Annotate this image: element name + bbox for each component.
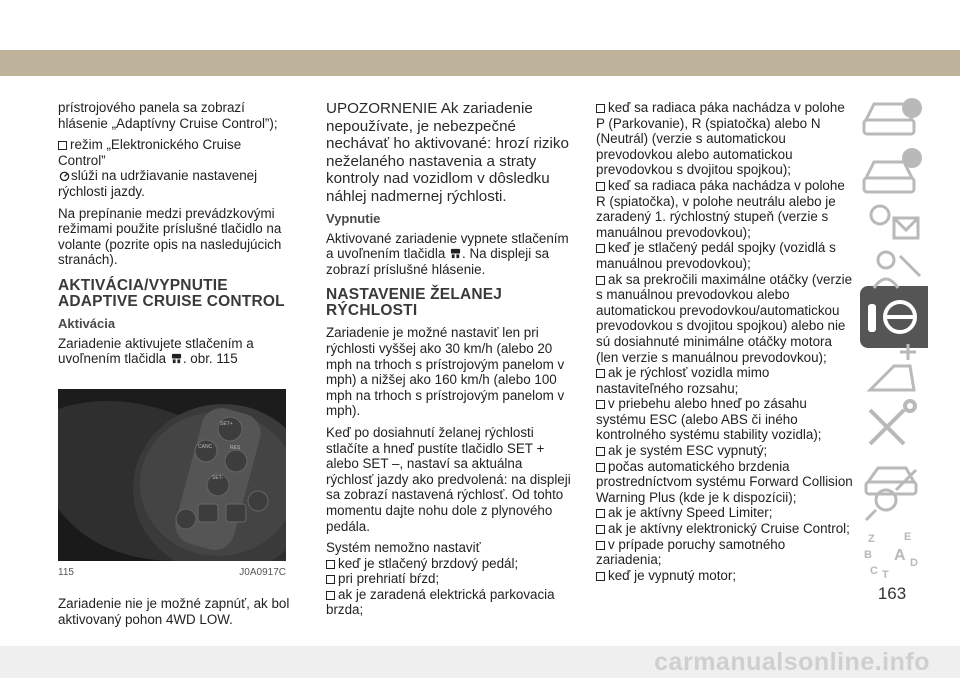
- subheading: Vypnutie: [326, 211, 381, 226]
- checkbox-bullet-icon: [596, 463, 605, 472]
- adaptive-cruise-icon: [449, 248, 462, 259]
- checkbox-bullet-icon: [596, 369, 605, 378]
- cancel-label: CANC: [198, 443, 213, 450]
- list-item: v priebehu alebo hneď po zásahu systému ESC (alebo ABS či iného kontrolného systému stability vozidla);: [596, 396, 822, 443]
- column-2: [326, 100, 572, 618]
- checkbox-bullet-icon: [596, 447, 605, 456]
- watermark-band: [0, 646, 960, 678]
- tools-icon[interactable]: [870, 401, 915, 444]
- list-item: keď sa radiaca páka nachádza v polohe P (Parkovanie), R (spiatočka) alebo N (Neutrál) (verzie s automatickou prevodovkou alebo automatickou prevodovkou s dvojitou spojkou);: [596, 100, 845, 178]
- figure-steering-wheel-photo: [58, 389, 286, 561]
- list-item: keď je stlačený pedál spojky (vozidlá s manuálnou prevodovkou);: [596, 240, 836, 271]
- figure-caption: [58, 565, 286, 581]
- list-item: keď je vypnutý motor;: [596, 568, 854, 584]
- warning-lights-icon[interactable]: [871, 206, 918, 238]
- checkbox-bullet-icon: [326, 560, 335, 569]
- list-item: ak je aktívny Speed Limiter;: [596, 505, 854, 521]
- paragraph: Aktivované zariadenie vypnete stlačením a uvoľnením tlačidla . Na displeji sa zobrazí príslušné hlásenie.: [326, 230, 569, 277]
- checkbox-bullet-icon: [58, 141, 67, 150]
- car-dashboard-icon[interactable]: [864, 98, 922, 134]
- checkbox-bullet-icon: [596, 509, 605, 518]
- list-item: ak je zaradená elektrická parkovacia brzda;: [326, 586, 555, 618]
- watermark-text: carmanualsonline.info: [654, 648, 930, 676]
- checkbox-bullet-icon: [596, 244, 605, 253]
- figure-number: 115: [58, 566, 74, 578]
- res-label: RES: [230, 444, 241, 451]
- set-plus-label: SET+: [220, 420, 233, 427]
- list-item: ak je rýchlosť vozidla mimo nastaviteľného rozsahu;: [596, 365, 770, 396]
- checkbox-bullet-icon: [596, 400, 605, 409]
- section-heading: AKTIVÁCIA/VYPNUTIE ADAPTIVE CRUISE CONTROL: [58, 276, 285, 310]
- paragraph: Keď po dosiahnutí želanej rýchlosti stlačíte a hneď pustíte tlačidlo SET + alebo SET –, nastaví sa aktuálna rýchlosť jazdy ako predvolená: na displeji sa zobrazí nastavená rýchlosť. Od tohto momentu dajte nohu dole z plynového pedála.: [326, 424, 571, 534]
- paragraph: Zariadenie je možné nastaviť len pri rýchlosti vyššej ako 30 km/h (alebo 20 mph na trhoch s prístrojovým panelom v mph) a nižšej ako 160 km/h (alebo 100 mph na trhoch s prístrojovým panelom v mph).: [326, 325, 565, 419]
- svg-text:A: A: [894, 547, 906, 564]
- svg-text:B: B: [864, 549, 872, 561]
- list-item: keď je stlačený brzdový pedál;: [326, 556, 572, 572]
- list-item: ak je aktívny elektronický Cruise Control;: [596, 521, 854, 537]
- checkbox-bullet-icon: [596, 525, 605, 534]
- figure-code: J0A0917C: [239, 566, 286, 578]
- checkbox-bullet-icon: [326, 591, 335, 600]
- car-info-icon[interactable]: [864, 148, 922, 192]
- chapter-sidebar: [860, 90, 928, 580]
- paragraph: slúži na udržiavanie nastavenej rýchlosti jazdy.: [58, 168, 258, 199]
- list-item: keď sa radiaca páka nachádza v polohe R (spiatočka), v polohe neutrálu alebo je zaradený 1. rýchlostný stupeň (verzie s manuálnou prevodovkou);: [596, 177, 845, 240]
- list-item: počas automatického brzdenia prostredníctvom systému Forward Collision Warning Plus (kde je k dispozícii);: [596, 458, 853, 505]
- emergency-icon[interactable]: [870, 344, 916, 390]
- section-heading: NASTAVENIE ŽELANEJ RÝCHLOSTI: [326, 286, 503, 320]
- checkbox-bullet-icon: [596, 541, 605, 550]
- paragraph: Na prepínanie medzi prevádzkovými režimami použite príslušné tlačidlo na volante (pozrite opis na nasledujúcich stranách).: [58, 205, 282, 268]
- svg-text:Z: Z: [868, 533, 875, 545]
- index-icon[interactable]: [864, 531, 918, 580]
- checkbox-bullet-icon: [596, 104, 605, 113]
- subheading: Aktivácia: [58, 315, 116, 331]
- svg-text:E: E: [904, 531, 912, 543]
- svg-text:T: T: [882, 569, 889, 580]
- steering-wheel-icon[interactable]: [868, 302, 915, 332]
- page-number: 163: [877, 584, 907, 603]
- column-3: [596, 100, 854, 583]
- checkbox-bullet-icon: [596, 182, 605, 191]
- adaptive-cruise-icon: [170, 353, 183, 364]
- paragraph: Systém nemožno nastaviť: [326, 540, 481, 556]
- header-band: [0, 50, 960, 76]
- list-item: pri prehriatí bŕzd;: [326, 571, 572, 587]
- checkbox-bullet-icon: [596, 276, 605, 285]
- checkbox-bullet-icon: [326, 575, 335, 584]
- sidebar-icons: [860, 90, 928, 580]
- list-item: ak je systém ESC vypnutý;: [596, 443, 854, 459]
- paragraph: Zariadenie nie je možné zapnúť, ak bol aktivovaný pohon 4WD LOW.: [58, 596, 290, 627]
- paragraph: Zariadenie aktivujete stlačením a uvoľnením tlačidla . obr. 115: [58, 335, 254, 367]
- steering-wheel-controls-image: [58, 389, 286, 561]
- list-item: v prípade poruchy samotného zariadenia;: [596, 536, 786, 568]
- svg-text:C: C: [870, 565, 878, 577]
- column-1: [58, 100, 290, 634]
- car-safety-icon[interactable]: [874, 252, 920, 288]
- svg-text:D: D: [910, 557, 918, 569]
- list-item: ak sa prekročili maximálne otáčky (verzie s manuálnou prevodovkou alebo automatickou prevodovkou/automatickou prevodovkou s dvojitou spojkou) alebo nie sú dosiahnuté minimálne otáčky motora (len verzie s manuálnou prevodovkou);: [596, 271, 853, 365]
- list-item: režim „Elektronického Cruise Control”: [58, 137, 242, 168]
- cruise-control-icon: [58, 170, 71, 181]
- warning-text: UPOZORNENIE Ak zariadenie nepoužívate, je nebezpečné nechávať ho aktivované: hrozí riziko neželaného nastavenia a straty kontroly nad vozidlom v dôsledku náhlej nadmernej rýchlosti.: [326, 100, 569, 205]
- checkbox-bullet-icon: [596, 572, 605, 581]
- page-header: [0, 0, 960, 76]
- set-minus-label: SET-: [212, 474, 224, 481]
- paragraph: prístrojového panela sa zobrazí hlásenie „Adaptívny Cruise Control”);: [58, 100, 278, 131]
